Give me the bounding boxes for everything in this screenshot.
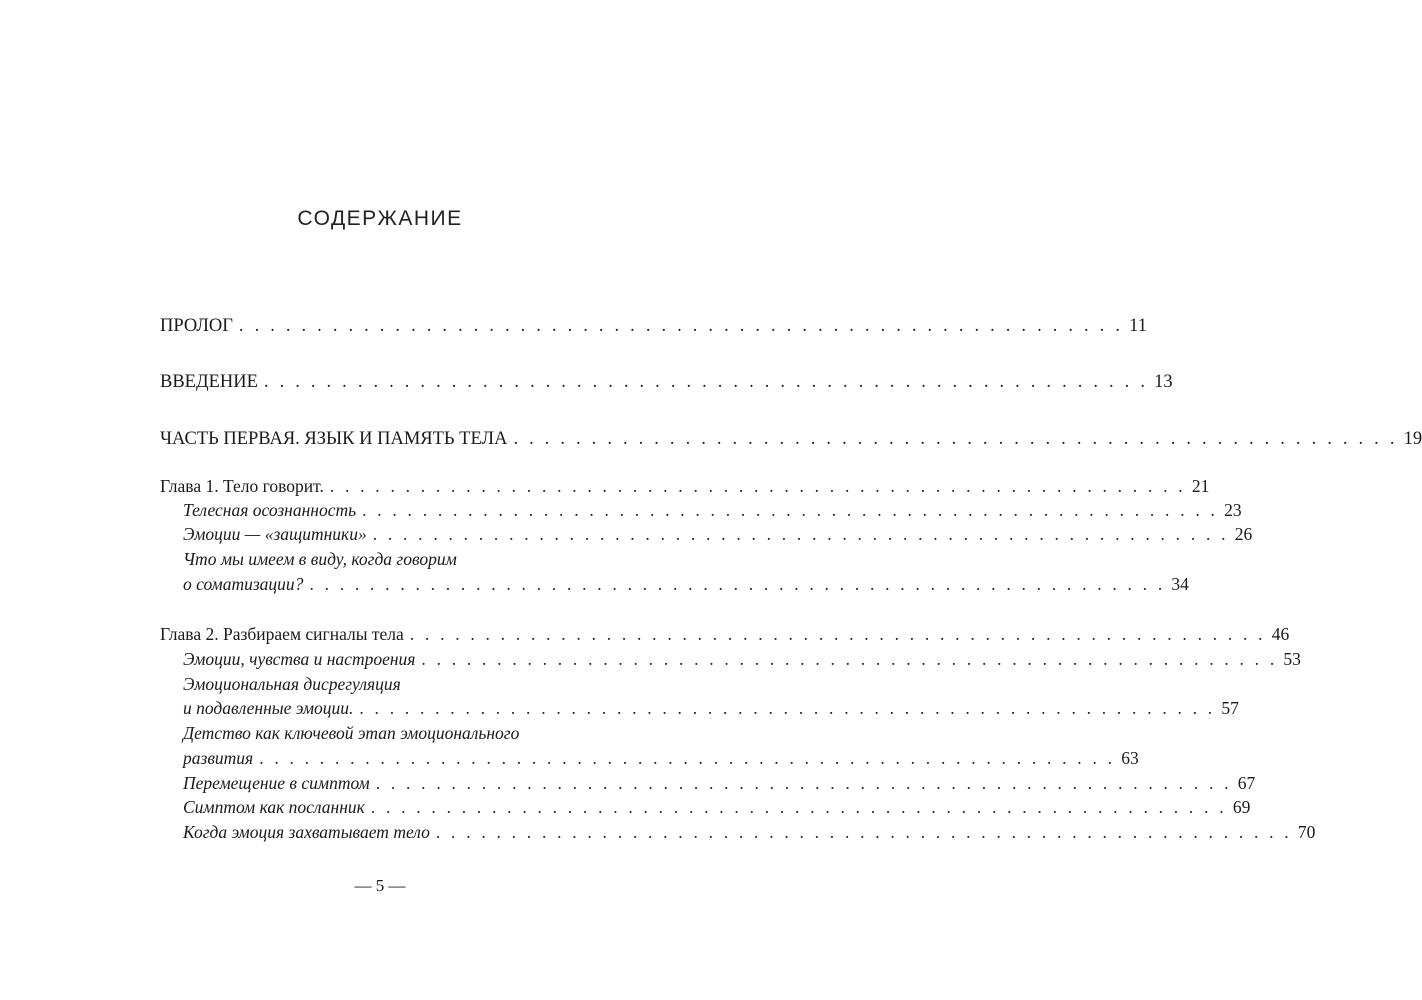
toc-entry-page: 46 <box>1271 624 1290 644</box>
toc-entry-label: ЧАСТЬ ПЕРВАЯ. ЯЗЫК И ПАМЯТЬ ТЕЛА <box>160 429 508 449</box>
dot-leader: . . . . . . . . . . . . . . . . . . . . . . . . . . . . . . . . . . . . . . . . . . . . . . . . . . . . . . . . . <box>375 773 1232 793</box>
dot-leader: . . . . . . . . . . . . . . . . . . . . . . . . . . . . . . . . . . . . . . . . . . . . . . . . . . . . . . . . . <box>513 429 1398 449</box>
page-title: СОДЕРЖАНИЕ <box>297 207 463 230</box>
dot-leader: . . . . . . . . . . . . . . . . . . . . . . . . . . . . . . . . . . . . . . . . . . . . . . . . . . . . . . . . . <box>372 524 1229 544</box>
toc-entry-section[interactable] <box>183 696 1239 720</box>
toc-entry-label: Эмоции — «защитники» <box>183 524 367 544</box>
dot-leader: . . . . . . . . . . . . . . . . . . . . . . . . . . . . . . . . . . . . . . . . . . . . . . . . . . . . . . . . . <box>409 624 1266 644</box>
toc-entry-label-line: Эмоциональная дисрегуляция <box>183 674 401 694</box>
toc-entry-label-line: Что мы имеем в виду, когда говорим <box>183 549 457 569</box>
toc-entry-label: и подавленные эмоции. <box>183 698 354 718</box>
toc-entry-chapter-1[interactable] <box>160 474 1210 498</box>
toc-entry-section[interactable] <box>183 572 1189 596</box>
dot-leader: . . . . . . . . . . . . . . . . . . . . . . . . . . . . . . . . . . . . . . . . . . . . . . . . . . . . . . . . . <box>362 500 1219 520</box>
toc-entry-page: 13 <box>1154 372 1173 392</box>
toc-entry-section[interactable] <box>183 820 1316 844</box>
dot-leader: . . . . . . . . . . . . . . . . . . . . . . . . . . . . . . . . . . . . . . . . . . . . . . . . . . . . . . . . . <box>329 476 1186 496</box>
toc-entry-page: 34 <box>1171 574 1189 594</box>
toc-entry-label: о соматизации? <box>183 574 304 594</box>
toc-entry-section[interactable] <box>183 746 1139 770</box>
toc-entry-page: 57 <box>1221 698 1239 718</box>
toc-entry-label: Перемещение в симптом <box>183 773 370 793</box>
toc-entry-label: Телесная осознанность <box>183 500 357 520</box>
dot-leader: . . . . . . . . . . . . . . . . . . . . . . . . . . . . . . . . . . . . . . . . . . . . . . . . . . . . . . . . . <box>238 316 1124 336</box>
dot-leader: . . . . . . . . . . . . . . . . . . . . . . . . . . . . . . . . . . . . . . . . . . . . . . . . . . . . . . . . . <box>263 372 1149 392</box>
toc-entry-page: 67 <box>1237 773 1256 793</box>
toc-entry-page: 53 <box>1283 649 1301 669</box>
toc-entry-chapter-2[interactable] <box>160 622 1290 646</box>
dot-leader: . . . . . . . . . . . . . . . . . . . . . . . . . . . . . . . . . . . . . . . . . . . . . . . . . . . . . . . . . <box>359 698 1216 718</box>
toc-entry-section[interactable] <box>183 647 1301 671</box>
toc-entry-page: 21 <box>1191 476 1210 496</box>
dot-leader: . . . . . . . . . . . . . . . . . . . . . . . . . . . . . . . . . . . . . . . . . . . . . . . . . . . . . . . . . <box>259 748 1116 768</box>
toc-entry-page: 11 <box>1129 316 1147 336</box>
toc-entry-label: Глава 2. Разбираем сигналы тела <box>160 624 404 644</box>
toc-entry-section[interactable] <box>183 498 1242 522</box>
toc-entry-page: 19 <box>1403 429 1422 449</box>
toc-entry-section[interactable] <box>183 522 1253 546</box>
toc-entry-label-line: Детство как ключевой этап эмоционального <box>183 723 520 743</box>
toc-entry-page: 70 <box>1297 822 1316 842</box>
toc-entry-section[interactable] <box>183 795 1251 819</box>
dot-leader: . . . . . . . . . . . . . . . . . . . . . . . . . . . . . . . . . . . . . . . . . . . . . . . . . . . . . . . . . <box>309 574 1166 594</box>
dot-leader: . . . . . . . . . . . . . . . . . . . . . . . . . . . . . . . . . . . . . . . . . . . . . . . . . . . . . . . . . <box>370 797 1227 817</box>
toc-entry-part-one[interactable] <box>160 427 1422 451</box>
toc-entry-label: Глава 1. Тело говорит. <box>160 476 324 496</box>
toc-entry-label: ПРОЛОГ <box>160 316 233 336</box>
toc-entry-label: Эмоции, чувства и настроения <box>183 649 416 669</box>
toc-entry-page: 69 <box>1232 797 1251 817</box>
toc-entry-page: 63 <box>1121 748 1139 768</box>
toc-entry-label: Когда эмоция захватывает тело <box>183 822 430 842</box>
toc-entry-section[interactable] <box>183 771 1256 795</box>
toc-entry-label: развития <box>183 748 254 768</box>
toc-entry-introduction[interactable] <box>160 370 1173 394</box>
page-number: — 5 — <box>354 876 406 895</box>
toc-entry-page: 26 <box>1234 524 1253 544</box>
toc-entry-page: 23 <box>1224 500 1242 520</box>
toc-entry-label: ВВЕДЕНИЕ <box>160 372 258 392</box>
toc-entry-label: Симптом как посланник <box>183 797 365 817</box>
dot-leader: . . . . . . . . . . . . . . . . . . . . . . . . . . . . . . . . . . . . . . . . . . . . . . . . . . . . . . . . . <box>421 649 1278 669</box>
dot-leader: . . . . . . . . . . . . . . . . . . . . . . . . . . . . . . . . . . . . . . . . . . . . . . . . . . . . . . . . . <box>435 822 1292 842</box>
toc-entry-prologue[interactable] <box>160 314 1147 338</box>
